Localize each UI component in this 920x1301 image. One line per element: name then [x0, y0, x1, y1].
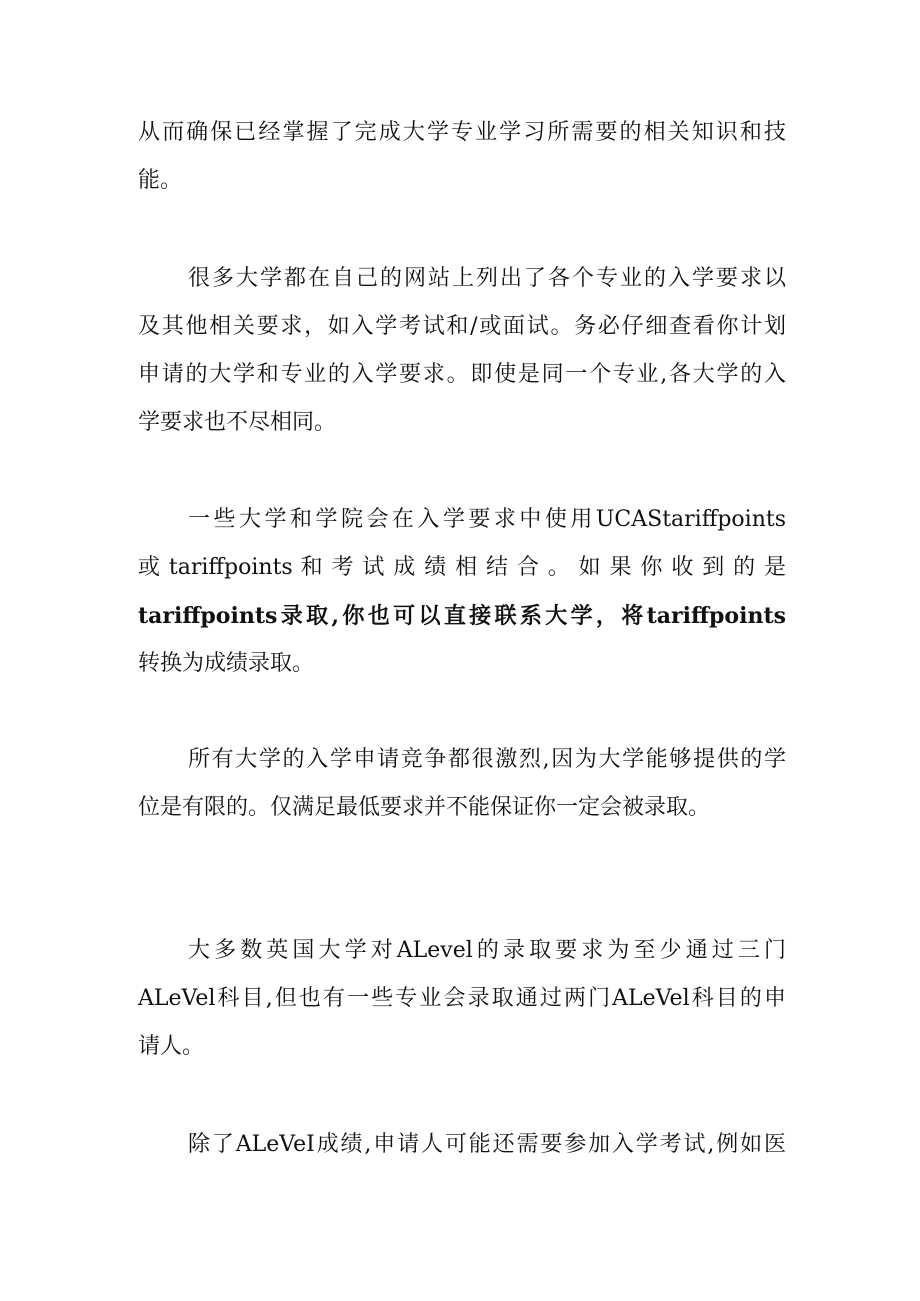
paragraph-2-line-1: 很多大学都在自己的网站上列出了各个专业的入学要求以	[188, 266, 786, 291]
paragraph-3-line-3: tariffpoints录取,你也可以直接联系大学，将tariffpoints	[138, 603, 786, 629]
paragraph-5-line-1: 大多数英国大学对ALevel的录取要求为至少通过三门	[188, 938, 786, 963]
paragraph-3-line-2: 或 tariffpoints 和 考 试 成 绩 相 结 合 。 如 果 你 收 到 的 是	[138, 555, 786, 580]
paragraph-1-line-2: 能。	[138, 168, 183, 193]
paragraph-5-line-2: ALeVel科目,但也有一些专业会录取通过两门ALeVel科目的申	[138, 986, 786, 1011]
paragraph-2-line-2: 及其他相关要求，如入学考试和/或面试。务必仔细查看你计划	[138, 314, 786, 339]
paragraph-4-line-2: 位是有限的。仅满足最低要求并不能保证你一定会被录取。	[138, 795, 711, 820]
paragraph-2-line-3: 申请的大学和专业的入学要求。即使是同一个专业,各大学的入	[138, 362, 786, 387]
paragraph-2-line-4: 学要求也不尽相同。	[138, 410, 337, 435]
paragraph-5-line-3: 请人。	[138, 1034, 205, 1059]
paragraph-6-line-1: 除了ALeVeI成绩,申请人可能还需要参加入学考试,例如医	[188, 1132, 786, 1157]
paragraph-3-line-1: 一些大学和学院会在入学要求中使用UCAStariffpoints	[188, 507, 786, 532]
paragraph-3-line-4: 转换为成绩录取。	[138, 651, 315, 676]
paragraph-4-line-1: 所有大学的入学申请竞争都很激烈,因为大学能够提供的学	[188, 747, 786, 772]
paragraph-1-line-1: 从而确保已经掌握了完成大学专业学习所需要的相关知识和技	[138, 120, 786, 145]
